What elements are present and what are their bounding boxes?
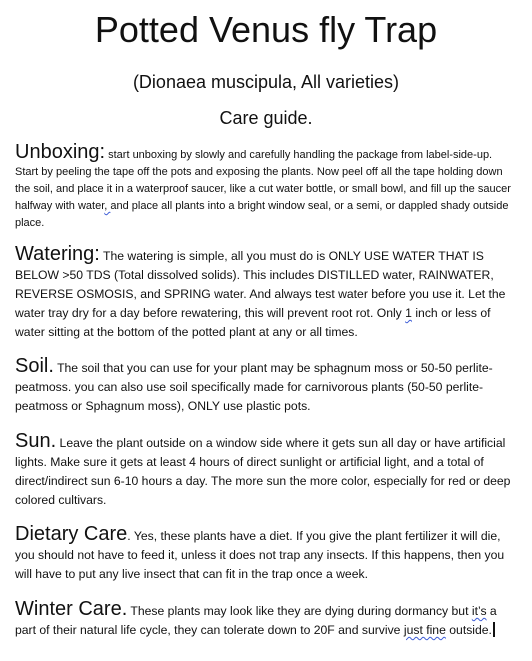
dietary-text: . Yes, these plants have a diet. If you give the plant fertilizer it will die, you should not have to feed it, unless it does not trap any insects. If this happens, then you will have to put any live insect that can fit in the trap once a week. <box>15 529 505 581</box>
heading-watering: Watering: <box>15 243 100 265</box>
heading-winter-care: Winter Care. <box>15 598 128 620</box>
care-guide-label: Care guide. <box>219 108 313 128</box>
section-winter-care <box>15 600 519 640</box>
heading-sun: Sun. <box>15 430 57 452</box>
winter-text-a: These plants may look like they are dying during dormancy but <box>127 604 472 618</box>
section-soil <box>15 357 519 416</box>
winter-text-b: a part of their natural life cycle, they can tolerate down to 20F and survive <box>15 604 497 637</box>
spellcheck-flag[interactable]: just fine <box>403 623 446 637</box>
watering-text-a: The watering is simple, all you must do is ONLY USE WATER THAT IS BELOW >50 TDS (Total dissolved solids). This includes DISTILLED water, RAINWATER, REVERSE OSMOSIS, and SPRING water. And always test water before you use it. Let the water tray dry for a day before rewatering, this will prevent root rot. Only <box>15 249 506 320</box>
text-cursor <box>493 622 495 637</box>
unboxing-text-a: Start by peeling the tape off the pots and exposing the plants. Now peel off all the tape holding down the soil, and place it in a waterproof saucer, like a cut water bottle, or small bowl, and fill up the saucer halfway with water <box>15 166 511 212</box>
section-watering <box>15 245 519 342</box>
winter-text-c: outside. <box>445 623 492 637</box>
spellcheck-flag[interactable]: , <box>104 200 111 212</box>
spellcheck-flag[interactable]: 1 <box>405 306 412 320</box>
heading-soil: Soil. <box>15 355 54 377</box>
watering-text-b: inch or less of water sitting at the bottom of the potted plant at any or all times. <box>15 306 491 339</box>
soil-text: The soil that you can use for your plant may be sphagnum moss or 50-50 perlite-peatmoss. you can also use soil specifically made for carnivorous plants (50-50 perlite-peatmoss or Sphagnum moss), ONLY use plastic pots. <box>15 361 493 413</box>
page-subtitle: (Dionaea muscipula, All varieties) <box>132 72 400 92</box>
section-dietary-care <box>15 525 519 584</box>
unboxing-text-b: and place all plants into a bright window seal, or a semi, or dappled shady outside place. <box>15 200 509 229</box>
section-unboxing <box>15 143 519 232</box>
heading-unboxing: Unboxing: <box>15 141 106 163</box>
heading-dietary-care: Dietary Care <box>15 523 128 545</box>
spellcheck-flag[interactable]: it’s <box>471 604 487 618</box>
sun-text: Leave the plant outside on a window side where it gets sun all day or have artificial lights. Make sure it gets at least 4 hours of direct sunlight or artificial light, and a total of direct/indirect sun 6-10 hours a day. The more sun the more color, especially for red or deep colored cultivars. <box>15 436 511 507</box>
section-sun <box>15 432 519 510</box>
unboxing-lead: start unboxing by slowly and carefully handling the package from label-side-up. <box>105 149 493 161</box>
page-title: Potted Venus fly Trap <box>94 9 438 50</box>
